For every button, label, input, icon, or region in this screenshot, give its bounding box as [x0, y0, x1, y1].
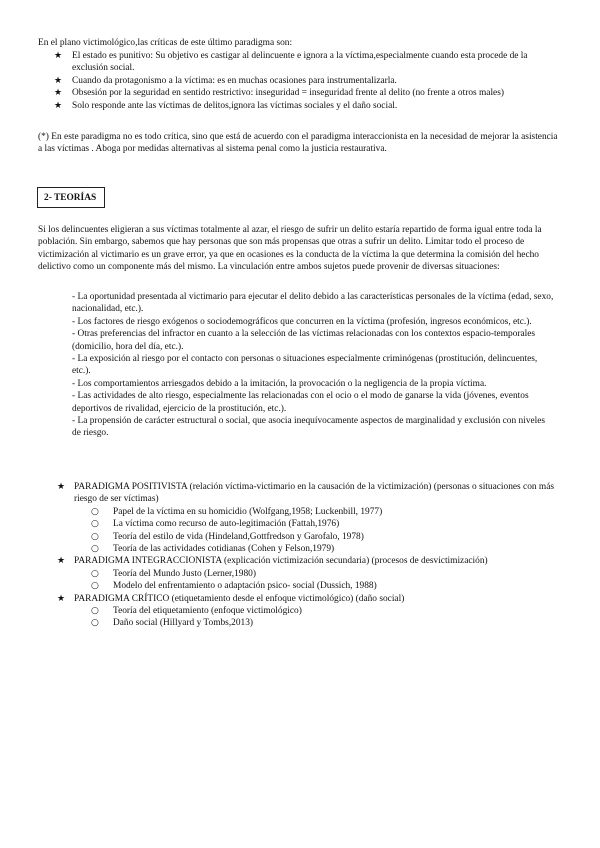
theory-item: ○ Papel de la víctima en su homicidio (Wolfgang,1958; Luckenbill, 1977) — [91, 506, 383, 517]
star-bullet-icon: ★ — [57, 556, 66, 567]
paradigm-list — [57, 481, 557, 630]
situation-item: - La oportunidad presentada al victimario para ejecutar el delito debido a las características personales de la víctima (edad, sexo, nacionalidad, etc.). — [72, 292, 554, 315]
criticism-item: ★ Solo responde ante las víctimas de delitos,ignora las víctimas sociales y el daño social. — [54, 100, 398, 111]
star-bullet-icon: ★ — [54, 75, 63, 86]
situation-item: - Otras preferencias del infractor en cuanto a la selección de las víctimas relacionadas con los contextos espacio-temporales (domicilio, hora del día, etc.). — [72, 329, 536, 352]
theory-item: ○ La víctima como recurso de auto-legitimación (Fattah,1976) — [91, 519, 340, 530]
theory-list — [74, 605, 557, 630]
body-paragraph: Si los delincuentes eligieran a sus víctimas totalmente al azar, el riesgo de sufrir un delito estaría repartido de forma igual entre toda la población. Sin embargo, sabemos que hay personas que son más propensas que otras a sufrir un delito. Limitar todo el proceso de victimización al victimario es un grave error, ya que en ocasiones es la conducta de la víctima la que determina la comisión del hecho delictivo como un componente más del mismo. La vinculación entre ambos sujetos puede provenir de diversas situaciones: — [38, 225, 542, 273]
star-bullet-icon: ★ — [57, 593, 66, 604]
circle-bullet-icon: ○ — [91, 606, 99, 617]
paradigm-integraccionista — [57, 555, 557, 592]
paradigm-heading: PARADIGMA POSITIVISTA (relación víctima-victimario en la causación de la victimización) (personas o situaciones con más riesgo de ser víctimas) — [74, 482, 555, 505]
situation-item: - Los comportamientos arriesgados debido a la imitación, la provocación o la negligencia de la propia víctima. — [72, 378, 487, 389]
theory-item: ○ Teoría del estilo de vida (Hindeland,Gottfredson y Garofalo, 1978) — [91, 531, 364, 542]
situation-item: - Los factores de riesgo exógenos o sociodemográficos que concurren en la víctima (profesión, ingresos económicos, etc.). — [72, 316, 532, 327]
theory-list — [74, 506, 557, 556]
theory-item: ○ Modelo del enfrentamiento o adaptación psico- social (Dussich, 1988) — [91, 581, 377, 592]
criticism-item: ★ El estado es punitivo: Su objetivo es castigar al delincuente e ignora a la víctima,especialmente cuando esta procede de la exclusión social. — [54, 51, 528, 74]
paradigm-positivista — [57, 481, 557, 555]
situation-item: - Las actividades de alto riesgo, especialmente las relacionadas con el ocio o el modo de ganarse la vida (jóvenes, eventos deportivos de rivalidad, ejercicio de la prostitución, etc.). — [72, 391, 529, 414]
paradigm-heading: PARADIGMA CRÍTICO (etiquetamiento desde el enfoque victimológico) (daño social) — [74, 593, 405, 604]
circle-bullet-icon: ○ — [91, 531, 99, 542]
theory-item: ○ Daño social (Hillyard y Tombs,2013) — [91, 618, 254, 629]
circle-bullet-icon: ○ — [91, 544, 99, 555]
criticism-list — [54, 50, 554, 112]
paradigm-heading: PARADIGMA INTEGRACCIONISTA (explicación victimización secundaria) (procesos de desvictimización) — [74, 556, 488, 567]
situation-item: - La propensión de carácter estructural o social, que asocia inequívocamente aspectos de marginalidad y exclusión con niveles de riesgo. — [72, 416, 546, 439]
section-title: 2- TEORÍAS — [37, 187, 105, 208]
note-paragraph: (*) En este paradigma no es todo crítica, sino que está de acuerdo con el paradigma interaccionista en la necesidad de mejorar la asistencia a las víctimas . Aboga por medidas alternativas al sistema penal como la justicia restaurativa. — [38, 132, 558, 155]
criticism-item: ★ Obsesión por la seguridad en sentido restrictivo: inseguridad = inseguridad frente al delito (no frente a otros males) — [54, 88, 504, 99]
theory-item: ○ Teoría del etiquetamiento (enfoque victimológico) — [91, 606, 302, 617]
criticism-item: ★ Cuando da protagonismo a la víctima: es en muchas ocasiones para instrumentalizarla. — [54, 75, 397, 86]
theory-item: ○ Teoría del Mundo Justo (Lerner,1980) — [91, 568, 256, 579]
theory-list — [74, 568, 557, 593]
circle-bullet-icon: ○ — [91, 519, 99, 530]
circle-bullet-icon: ○ — [91, 581, 99, 592]
star-bullet-icon: ★ — [54, 100, 63, 111]
circle-bullet-icon: ○ — [91, 618, 99, 629]
situation-item: - La exposición al riesgo por el contacto con personas o situaciones especialmente criminógenas (prostitución, delincuentes, etc.). — [72, 354, 538, 377]
situations-list — [72, 291, 556, 440]
intro-text: En el plano victimológico,las críticas de este último paradigma son: — [38, 38, 293, 48]
circle-bullet-icon: ○ — [91, 506, 99, 517]
star-bullet-icon: ★ — [54, 88, 63, 99]
star-bullet-icon: ★ — [54, 51, 63, 61]
circle-bullet-icon: ○ — [91, 568, 99, 579]
paradigm-critico — [57, 593, 557, 630]
theory-item: ○ Teoría de las actividades cotidianas (Cohen y Felson,1979) — [91, 544, 335, 555]
star-bullet-icon: ★ — [57, 482, 66, 492]
